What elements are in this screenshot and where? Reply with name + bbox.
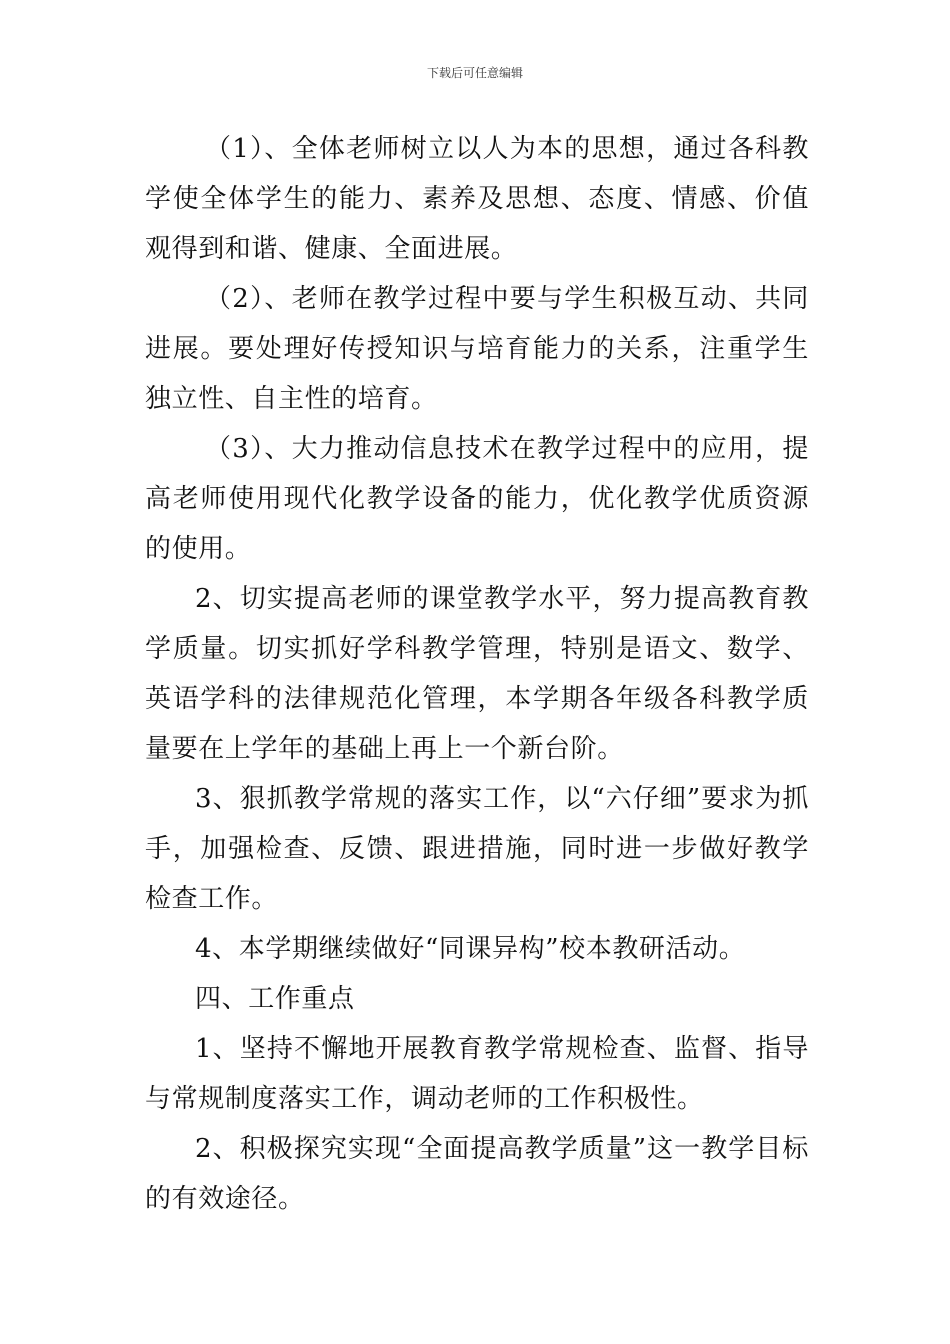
paragraph-focus-2: 2、积极探究实现“全面提高教学质量”这一教学目标的有效途径。 bbox=[145, 1134, 809, 1214]
paragraph-item-4: 4、本学期继续做好“同课异构”校本教研活动。 bbox=[195, 934, 746, 964]
paragraph-item-2: 2、切实提高老师的课堂教学水平，努力提高教育教学质量。切实抓好学科教学管理，特别是语文、数学、英语学科的法律规范化管理，本学期各年级各科教学质量要在上学年的基础上再上一个新台阶。 bbox=[145, 584, 809, 764]
section-heading-work-focus: 四、工作重点 bbox=[195, 984, 355, 1014]
page-header-note: 下载后可任意编辑 bbox=[426, 66, 523, 80]
document-body bbox=[145, 124, 809, 1224]
paragraph-sub-item-3: （3）、大力推动信息技术在教学过程中的应用，提高老师使用现代化教学设备的能力，优化教学优质资源的使用。 bbox=[145, 434, 809, 564]
paragraph-sub-item-1: （1）、全体老师树立以人为本的思想，通过各科教学使全体学生的能力、素养及思想、态度、情感、价值观得到和谐、健康、全面进展。 bbox=[145, 134, 809, 264]
paragraph-sub-item-2: （2）、老师在教学过程中要与学生积极互动、共同进展。要处理好传授知识与培育能力的关系，注重学生独立性、自主性的培育。 bbox=[145, 284, 809, 414]
paragraph-item-3: 3、狠抓教学常规的落实工作，以“六仔细”要求为抓手，加强检查、反馈、跟进措施，同时进一步做好教学检查工作。 bbox=[145, 784, 809, 914]
paragraph-focus-1: 1、坚持不懈地开展教育教学常规检查、监督、指导与常规制度落实工作，调动老师的工作积极性。 bbox=[145, 1034, 809, 1114]
